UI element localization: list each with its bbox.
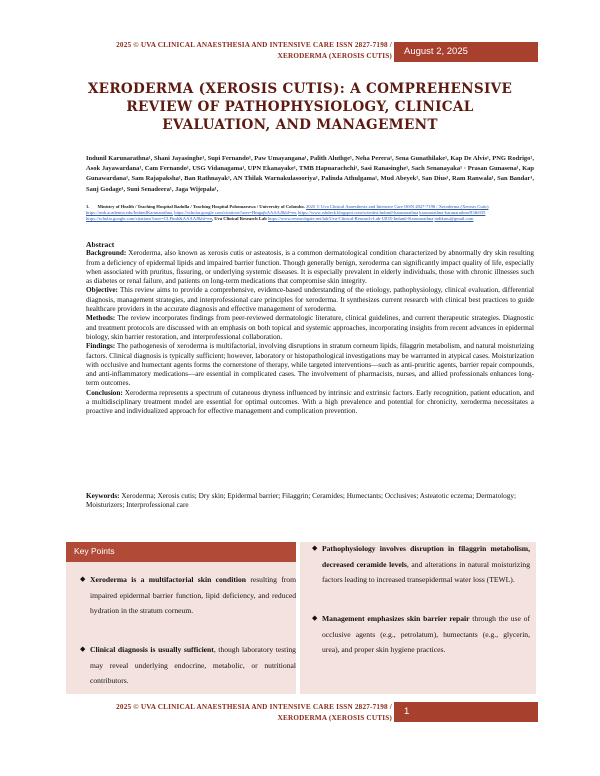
keywords-text: Xeroderma; Xerosis cutis; Dry skin; Epidermal barrier; Filaggrin; Ceramides; Humectants; Occlusives; Asteatotic eczema; Dermatology; Moisturizers; Interprofessional care <box>86 492 516 510</box>
linkedin-link[interactable]: karunarathna-karunarathna/83fb935 <box>419 210 486 216</box>
conclusion-label: Conclusion: <box>86 388 123 397</box>
researchgate-link[interactable]: https://www.researchgate.net/lab/Uva-Clinical-Research-Lab-U835-Indunil-Karunarathna <box>267 216 434 222</box>
article-title <box>70 80 530 134</box>
publication-date: August 2, 2025 <box>394 42 538 62</box>
abstract-heading: Abstract <box>86 240 115 249</box>
abstract-findings <box>86 342 534 388</box>
title-line2: REVIEW OF PATHOPHYSIOLOGY, CLINICAL <box>126 99 474 115</box>
profile-link[interactable]: https://www.rsbdeck.blogspot.com/scientist/indunil-karunarathna <box>298 210 419 216</box>
journal-header-line2: XERODERMA (XEROSIS CUTIS) <box>277 52 392 60</box>
findings-label: Findings: <box>86 342 116 351</box>
journal-footer-text <box>62 698 392 724</box>
key-point-item <box>312 541 530 588</box>
affiliation-number: 1. <box>86 204 90 209</box>
key-point-bold: Pathophysiology involves disruption in filaggrin metabolism, decreased ceramide levels <box>322 544 530 569</box>
conclusion-text: Xeroderma represents a spectrum of cutaneous dryness influenced by intrinsic and extrinsic factors. Early recognition, patient education, and a multidisciplinary treatment model are essential for optimal outcomes. With a high prevalence and potential for chronicity, xeroderma necessitates a proactive and individualized approach for effective management and complication prevention. <box>86 388 534 416</box>
page-header <box>62 36 538 66</box>
author-list: Indunil Karunarathna¹, Shani Jayasinghe¹, Supi Fernando¹, Paw Umayangana¹, Palith Aluthge¹, Neha Perera¹, Sena Gunathilake¹, Kap De Alvis¹, PNG Rodrigo¹, Asok Jayawardana¹, Cam Fernando¹, USG Vidanagama¹, UPN Ekanayake¹, TMB Hapuarachchi¹, Sasi Ranasinghe¹, Sach Senanayaka¹ · Prasan Gunasena¹, Kap Gunawardana¹, Sam Rajapaksha¹, Ban Rathnayak¹, AN Thilak Warnakulasooriya¹, Palinda Athulgama¹, Mud Abeyek¹, San Dius¹, Ram Ranwala¹, San Bandar¹, Sanj Godage¹, Suni Senadeera¹, Jaga Wijepala¹, <box>86 155 534 193</box>
key-point-bold: Management emphasizes skin barrier repair <box>322 614 470 623</box>
page-number: 1 <box>394 702 538 722</box>
methods-text: The review incorporates findings from peer-reviewed dermatologic literature, clinical guidelines, and current therapeutic strategies. Diagnostic and treatment protocols are discussed with an emphasis on both topical and systemic approaches, incorporating insights from recent advances in epidermal biology, skin barrier restoration, and interprofessional collaboration. <box>86 314 534 341</box>
copyright-link[interactable]: 2025 © Uva Clinical Anaesthesia and Intensive Care ISSN 2827-7198 / Xeroderma (Xerosis Cutis) <box>306 204 489 209</box>
background-label: Background: <box>86 249 127 258</box>
academia-link[interactable]: https://rmb.academia.edu/IndunilKarunarathna, <box>86 210 174 216</box>
abstract-background <box>86 249 534 286</box>
key-point-item <box>312 611 530 658</box>
diamond-bullet-icon: ◆ <box>312 614 318 622</box>
scholar-link-2[interactable]: https://scholar.google.com/citations?user=CLPtmk&AAAAJ&hl=en <box>86 216 212 222</box>
diamond-bullet-icon: ◆ <box>312 544 318 552</box>
affiliation-block <box>86 204 534 223</box>
title-line3: EVALUATION, AND MANAGEMENT <box>162 117 438 133</box>
email-link[interactable]: indikaru@gmail.com <box>434 216 474 222</box>
lab-name: , Uva Clinical Research Lab <box>211 216 267 222</box>
findings-text: The pathogenesis of xeroderma is multifactorial, involving disruptions in stratum corneum lipids, filaggrin metabolism, and natural moisturizing factors. Clinical diagnosis is typically sufficient; however, laboratory or histopathological investigations may be warranted in atypical cases. Moisturization with occlusive and humectant agents forms the cornerstone of therapy, while targeted interventions—such as anti-pruritic agents, barrier repair compounds, and anti-inflammatory medications—are essential in complicated cases. The involvement of pharmacists, nurses, and allied professionals enhances long-term outcomes. <box>86 342 534 388</box>
journal-header-text <box>62 36 392 66</box>
diamond-bullet-icon: ◆ <box>80 575 86 583</box>
affiliation-text: Ministry of Health / Teaching Hospital Badulla / Teaching Hospital Polonnaruwa / University of Colombo. <box>97 204 305 209</box>
key-point-text: , though laboratory testing may reveal underlying endocrine, metabolic, or nutritional contributors. <box>90 645 296 686</box>
key-point-item <box>80 642 296 689</box>
abstract-conclusion <box>86 389 534 417</box>
objective-text: This review aims to provide a comprehensive, evidence-based understanding of the etiology, pathophysiology, clinical evaluation, differential diagnosis, management strategies, and interprofessional care principles for xeroderma. It synthesizes current research with clinical best practices to guide healthcare providers in the accurate diagnosis and effective management of xeroderma. <box>86 286 535 314</box>
diamond-bullet-icon: ◆ <box>80 645 86 653</box>
abstract <box>86 240 534 417</box>
key-point-bold: Clinical diagnosis is usually sufficient <box>90 645 214 654</box>
key-point-item <box>80 572 296 619</box>
abstract-methods <box>86 314 534 342</box>
journal-header-line1: 2025 © UVA CLINICAL ANAESTHESIA AND INTENSIVE CARE ISSN 2827-7198 / <box>116 41 392 49</box>
title-line1: XERODERMA (XEROSIS CUTIS): A COMPREHENSIVE <box>87 81 513 97</box>
objective-label: Objective: <box>86 286 118 295</box>
key-points-heading: Key Points <box>66 542 296 562</box>
key-point-text: , and alterations in natural moisturizing factors leading to increased transepidermal water loss (TEWL). <box>322 559 530 585</box>
journal-footer-line2: XERODERMA (XEROSIS CUTIS) <box>277 714 392 722</box>
background-text: Xeroderma, also known as xerosis cutis or asteatosis, is a common dermatological condition characterized by abnormally dry skin resulting from a deficiency of epidermal lipids and impaired barrier function. Though generally benign, xeroderma can significantly impact quality of life, especially when associated with pruritus, fissuring, or underlying systemic diseases. It is especially prevalent in elderly individuals, those with chronic illnesses such as diabetes or renal failure, and patients on long-term medications that compromise skin integrity. <box>86 249 535 286</box>
journal-footer-line1: 2025 © UVA CLINICAL ANAESTHESIA AND INTENSIVE CARE ISSN 2827-7198 / <box>116 703 392 711</box>
page-footer <box>62 698 538 730</box>
keywords-label: Keywords: <box>86 492 120 500</box>
keywords <box>86 492 534 511</box>
key-point-bold: Xeroderma is a multifactorial skin condition <box>90 575 247 584</box>
abstract-objective <box>86 286 534 314</box>
key-point-text: resulting from impaired epidermal barrier function, lipid deficiency, and reduced hydration in the stratum corneum. <box>90 575 296 616</box>
key-point-text: through the use of occlusive agents (e.g., petrolatum), humectants (e.g., glycerin, urea), and proper skin hygiene practices. <box>322 614 530 655</box>
methods-label: Methods: <box>86 314 116 323</box>
scholar-link[interactable]: https://scholar.google.com/citations?user=HmgajbAAAAJ&hl=en, <box>174 210 297 216</box>
